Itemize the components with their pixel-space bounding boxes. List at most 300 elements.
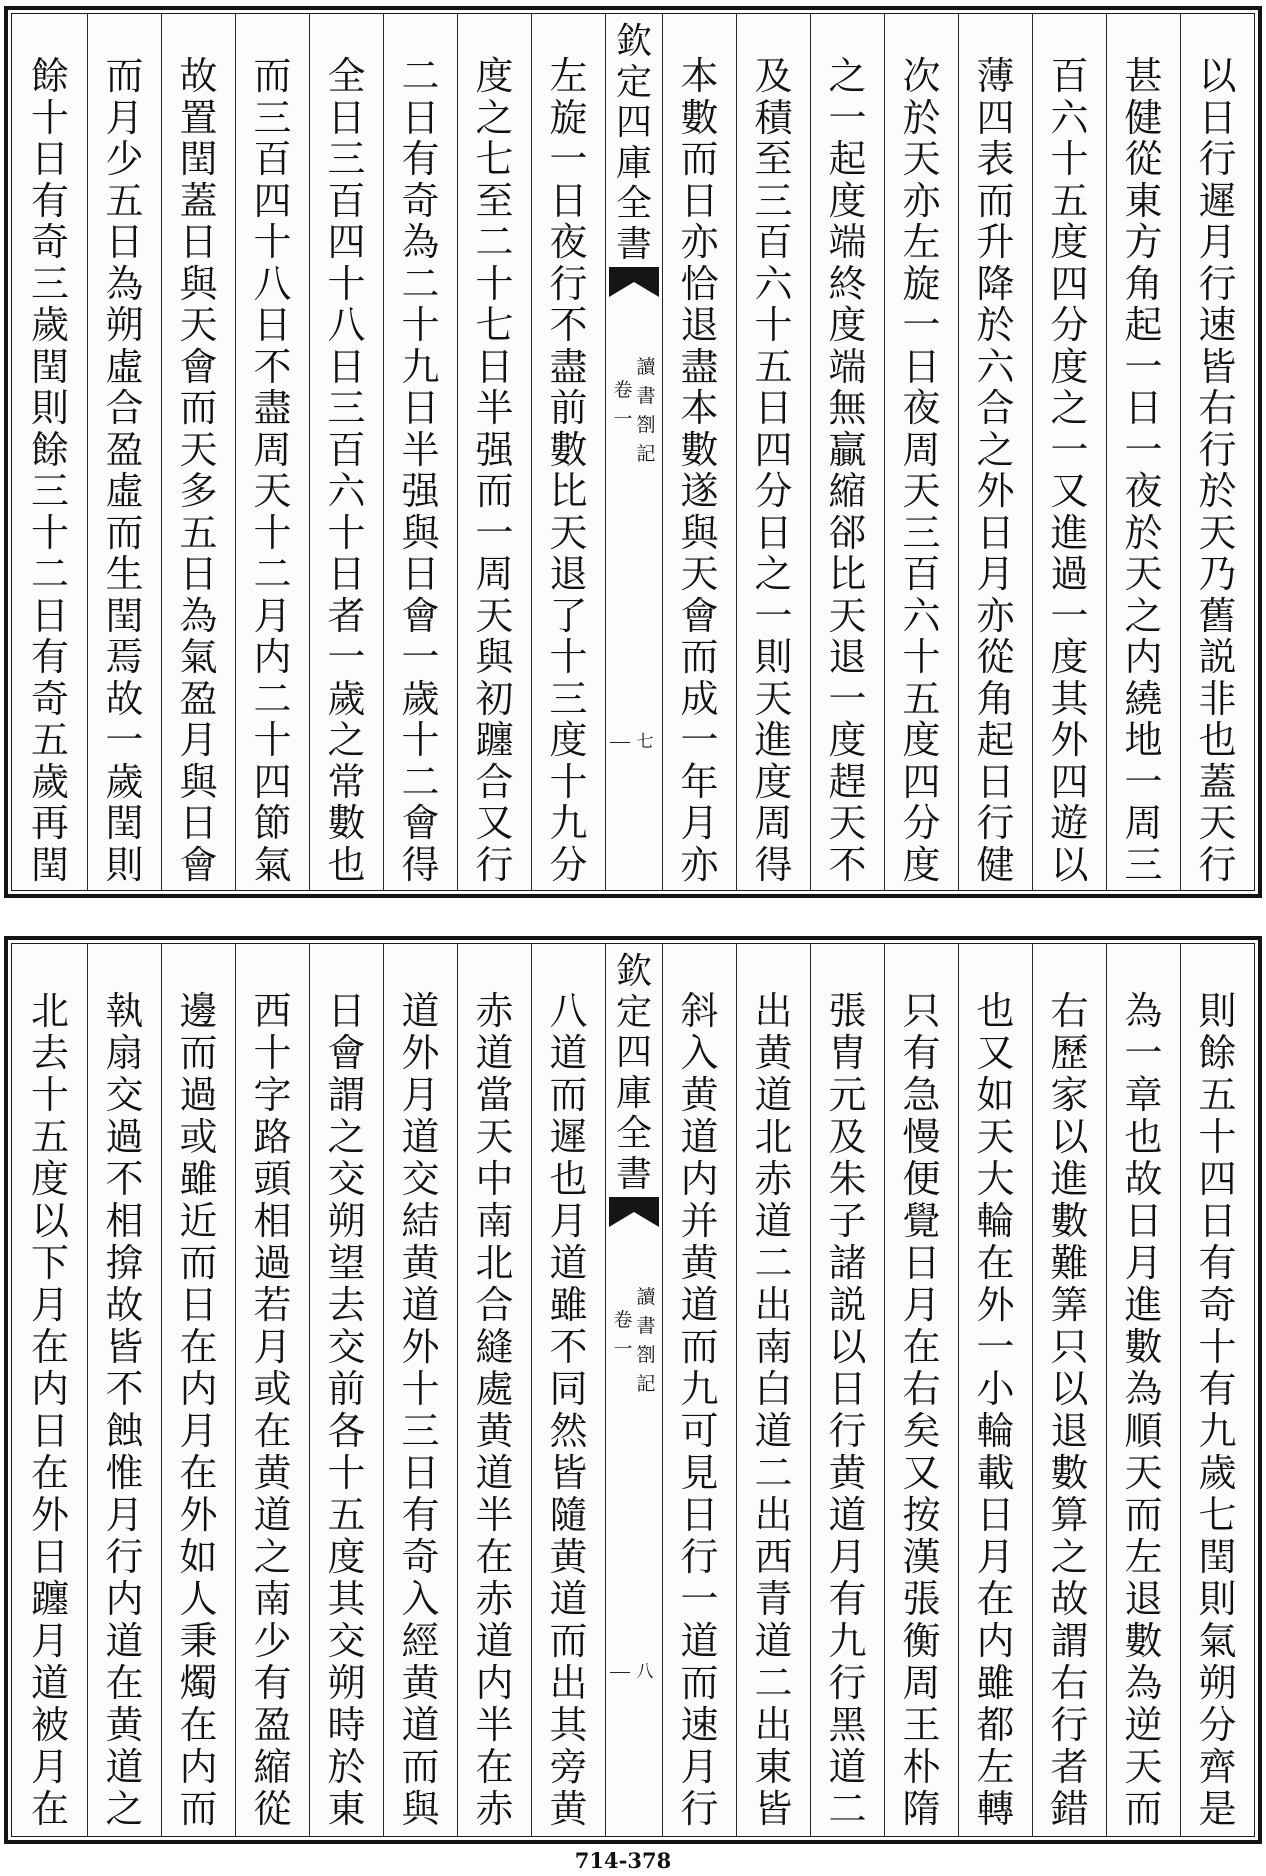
glyph: 天 — [902, 137, 941, 181]
glyph: 退 — [1050, 1409, 1089, 1453]
glyph: 而 — [680, 1325, 719, 1369]
text-column — [13, 14, 87, 890]
glyph: 右 — [902, 1367, 941, 1411]
glyph: 左 — [976, 1745, 1015, 1789]
glyph: 或 — [179, 1115, 218, 1159]
glyph: 道 — [105, 1619, 144, 1663]
glyph: 路 — [253, 1115, 292, 1159]
glyph: 旁 — [549, 1745, 588, 1789]
glyph: 之 — [327, 1115, 366, 1159]
glyph: 二 — [253, 676, 292, 721]
glyph: 從 — [253, 1787, 292, 1831]
glyph: 順 — [1124, 1409, 1163, 1453]
glyph: 日 — [401, 95, 440, 140]
glyph: 輪 — [976, 1199, 1015, 1243]
glyph: 隋 — [902, 1787, 941, 1831]
glyph: 積 — [754, 95, 793, 140]
glyph: 月 — [976, 552, 1015, 596]
glyph: 只 — [902, 989, 941, 1033]
glyph: 在 — [253, 1409, 292, 1453]
glyph: 衡 — [902, 1619, 941, 1663]
glyph: 外 — [179, 1493, 218, 1537]
glyph: 日 — [680, 1493, 719, 1537]
glyph: 歲 — [327, 676, 366, 721]
glyph: 奇 — [401, 178, 440, 223]
glyph: 皆 — [549, 1451, 588, 1495]
glyph: 在 — [475, 1535, 514, 1579]
glyph: 歷 — [1050, 1031, 1089, 1075]
glyph: 中 — [475, 1157, 514, 1201]
glyph: 斜 — [680, 989, 719, 1033]
glyph: 過 — [105, 1115, 144, 1159]
glyph: 劄 — [636, 1344, 656, 1366]
glyph: 在 — [902, 1325, 941, 1369]
glyph: 合 — [105, 386, 144, 430]
glyph: 分 — [549, 842, 588, 887]
glyph: 繞 — [1124, 676, 1163, 721]
glyph: 日 — [1124, 386, 1163, 430]
glyph: 周 — [253, 427, 292, 472]
glyph: 天 — [179, 427, 218, 472]
glyph: 百 — [902, 552, 941, 596]
glyph: 奇 — [1198, 1283, 1237, 1327]
glyph: 日 — [902, 344, 941, 389]
glyph: 是 — [1198, 1787, 1237, 1831]
glyph: 慢 — [902, 1115, 941, 1159]
glyph: 記 — [636, 443, 656, 465]
glyph: 月 — [680, 1745, 719, 1789]
glyph: 道 — [680, 1283, 719, 1327]
glyph: 皆 — [105, 1325, 144, 1369]
glyph: 亦 — [902, 178, 941, 223]
glyph: 數 — [1124, 1619, 1163, 1663]
glyph: 行 — [475, 842, 514, 887]
glyph: 四 — [902, 759, 941, 804]
glyph: 五 — [105, 178, 144, 223]
glyph: 也 — [549, 1157, 588, 1201]
glyph: 以 — [30, 1199, 69, 1243]
glyph: 端 — [828, 220, 867, 264]
glyph: 之 — [327, 718, 366, 762]
fishtail-mark-icon — [609, 267, 659, 297]
glyph: 周 — [475, 552, 514, 596]
glyph: 朔 — [1198, 1661, 1237, 1705]
glyph: 見 — [680, 1451, 719, 1495]
text-column — [958, 14, 1032, 890]
glyph: 終 — [828, 261, 867, 306]
glyph: 月 — [253, 1325, 292, 1369]
volume-label — [612, 376, 634, 434]
column-text — [737, 56, 810, 886]
glyph: 左 — [549, 54, 588, 98]
glyph: 而 — [253, 54, 292, 98]
glyph: 分 — [1198, 1703, 1237, 1747]
glyph: 近 — [179, 1199, 218, 1243]
glyph: 退 — [1124, 1577, 1163, 1621]
glyph: 五 — [902, 676, 941, 721]
glyph: 故 — [105, 1283, 144, 1327]
glyph: 一 — [680, 1577, 719, 1621]
glyph: 道 — [754, 1409, 793, 1453]
glyph: 月 — [105, 95, 144, 140]
column-text — [532, 990, 605, 1830]
glyph: 赤 — [475, 1577, 514, 1621]
glyph: 出 — [754, 1283, 793, 1327]
glyph: 郤 — [828, 510, 867, 555]
glyph: 朔 — [327, 1661, 366, 1705]
glyph: 讀 — [636, 356, 656, 378]
column-text — [1033, 56, 1106, 886]
glyph: 其 — [327, 1577, 366, 1621]
glyph: 不 — [549, 303, 588, 347]
glyph: 小 — [976, 1367, 1015, 1411]
glyph: 道 — [253, 1493, 292, 1537]
glyph: 十 — [327, 1451, 366, 1495]
glyph: 歲 — [105, 759, 144, 804]
column-text — [458, 990, 531, 1830]
glyph: 道 — [549, 1241, 588, 1285]
text-column — [1032, 944, 1106, 1836]
glyph: 日 — [30, 593, 69, 638]
glyph: 而 — [1124, 1493, 1163, 1537]
glyph: 而 — [1124, 1787, 1163, 1831]
column-text — [1107, 990, 1180, 1830]
glyph: 遲 — [1198, 178, 1237, 223]
glyph: 九 — [680, 1367, 719, 1411]
glyph: 天 — [253, 469, 292, 513]
text-column — [309, 944, 383, 1836]
glyph: 之 — [475, 95, 514, 140]
glyph: 道 — [680, 1115, 719, 1159]
glyph: 卷 — [613, 1309, 633, 1331]
glyph: 謂 — [327, 1073, 366, 1117]
glyph: 五 — [1198, 1073, 1237, 1117]
glyph: 得 — [754, 842, 793, 887]
glyph: 黄 — [105, 1703, 144, 1747]
glyph: 起 — [828, 137, 867, 181]
glyph: 張 — [902, 1577, 941, 1621]
glyph: 不 — [549, 1325, 588, 1369]
glyph: 有 — [828, 1577, 867, 1621]
glyph: 一 — [1050, 427, 1089, 472]
glyph: 黑 — [828, 1703, 867, 1747]
glyph: 進 — [754, 718, 793, 762]
glyph: 日 — [179, 801, 218, 845]
glyph: 九 — [828, 1619, 867, 1663]
glyph: 赤 — [475, 989, 514, 1033]
glyph: 及 — [754, 54, 793, 98]
glyph: 三 — [30, 261, 69, 306]
page-number-rule — [610, 1672, 630, 1673]
glyph: 亦 — [680, 842, 719, 887]
glyph: 十 — [1198, 1325, 1237, 1369]
glyph: 也 — [327, 842, 366, 887]
glyph: 方 — [1124, 220, 1163, 264]
glyph: 五 — [30, 718, 69, 762]
glyph: 道 — [401, 1283, 440, 1327]
glyph: 百 — [253, 137, 292, 181]
glyph: 交 — [327, 1619, 366, 1663]
glyph: 朱 — [828, 1157, 867, 1201]
glyph: 日 — [1198, 1199, 1237, 1243]
glyph: 劄 — [636, 414, 656, 436]
glyph: 外 — [401, 1325, 440, 1369]
glyph: 白 — [754, 1367, 793, 1411]
glyph: 月 — [1124, 1241, 1163, 1285]
glyph: 表 — [976, 137, 1015, 181]
page-frame — [11, 13, 1255, 891]
glyph: 諸 — [828, 1241, 867, 1285]
glyph: 十 — [549, 635, 588, 679]
glyph: 甚 — [1124, 54, 1163, 98]
glyph: 焉 — [105, 635, 144, 679]
glyph: 度 — [828, 718, 867, 762]
text-column — [662, 944, 736, 1836]
glyph: 月 — [179, 718, 218, 762]
glyph: 數 — [680, 427, 719, 472]
glyph: 之 — [105, 1787, 144, 1831]
glyph: 也 — [1198, 718, 1237, 762]
glyph: 交 — [327, 1325, 366, 1369]
glyph: 如 — [976, 1073, 1015, 1117]
glyph: 十 — [30, 1073, 69, 1117]
column-text — [236, 56, 309, 886]
glyph: 出 — [754, 1493, 793, 1537]
glyph: 黄 — [253, 1451, 292, 1495]
glyph: 并 — [680, 1199, 719, 1243]
glyph: 黄 — [401, 1661, 440, 1705]
glyph: 之 — [754, 552, 793, 596]
glyph: 同 — [549, 1367, 588, 1411]
text-column — [87, 14, 161, 890]
glyph: 十 — [1198, 1115, 1237, 1159]
text-column — [1106, 944, 1180, 1836]
glyph: 數 — [1050, 1199, 1089, 1243]
glyph: 黄 — [549, 1787, 588, 1831]
glyph: 内 — [30, 1367, 69, 1411]
glyph: 蝕 — [105, 1409, 144, 1453]
glyph: 黄 — [680, 1241, 719, 1285]
glyph: 五 — [30, 1115, 69, 1159]
glyph: 惟 — [105, 1451, 144, 1495]
glyph: 度 — [30, 1157, 69, 1201]
glyph: 二 — [475, 220, 514, 264]
glyph: 三 — [327, 137, 366, 181]
glyph: 矣 — [902, 1409, 941, 1453]
glyph: 而 — [401, 1745, 440, 1789]
glyph: 而 — [179, 1241, 218, 1285]
glyph: 歲 — [1198, 1451, 1237, 1495]
glyph: 有 — [1198, 1241, 1237, 1285]
glyph: 合 — [976, 386, 1015, 430]
glyph: 三 — [549, 676, 588, 721]
glyph: 與 — [401, 1787, 440, 1831]
glyph: 道 — [754, 1199, 793, 1243]
glyph: 去 — [327, 1283, 366, 1327]
glyph: 會 — [179, 344, 218, 389]
glyph: 氣 — [1198, 1619, 1237, 1663]
column-text — [1181, 56, 1254, 886]
glyph: 有 — [1198, 1367, 1237, 1411]
glyph: 生 — [105, 552, 144, 596]
glyph: 人 — [179, 1577, 218, 1621]
fishtail-mark-icon — [609, 1197, 659, 1227]
column-text — [1181, 990, 1254, 1830]
glyph: 則 — [1198, 1577, 1237, 1621]
glyph: 日 — [179, 1283, 218, 1327]
glyph: 數 — [1124, 1325, 1163, 1369]
glyph: 邊 — [179, 989, 218, 1033]
glyph: 被 — [30, 1703, 69, 1747]
glyph: 道 — [401, 1115, 440, 1159]
glyph: 虛 — [105, 344, 144, 389]
glyph: 奇 — [401, 1535, 440, 1579]
glyph: 日 — [30, 1535, 69, 1579]
glyph: 青 — [754, 1577, 793, 1621]
text-column — [1106, 14, 1180, 890]
glyph: 全 — [615, 183, 652, 224]
book-title — [635, 1283, 657, 1399]
glyph: 時 — [327, 1703, 366, 1747]
text-column — [662, 14, 736, 890]
glyph: 有 — [401, 137, 440, 181]
glyph: 蓋 — [1198, 759, 1237, 804]
glyph: 虛 — [105, 469, 144, 513]
glyph: 於 — [976, 303, 1015, 347]
glyph: 了 — [549, 593, 588, 638]
glyph: 左 — [902, 220, 941, 264]
text-column — [13, 944, 87, 1836]
glyph: 道 — [828, 1745, 867, 1789]
glyph: 都 — [976, 1703, 1015, 1747]
glyph: 旋 — [549, 95, 588, 140]
glyph: 故 — [179, 54, 218, 98]
glyph: 難 — [1050, 1241, 1089, 1285]
glyph: 十 — [30, 510, 69, 555]
glyph: 半 — [475, 386, 514, 430]
glyph: 四 — [1198, 1157, 1237, 1201]
glyph: 亦 — [680, 220, 719, 264]
glyph: 地 — [1124, 718, 1163, 762]
glyph: 十 — [401, 1367, 440, 1411]
glyph: 角 — [976, 676, 1015, 721]
glyph: 東 — [1124, 178, 1163, 223]
glyph: 氣 — [179, 635, 218, 679]
glyph: 天 — [1124, 1745, 1163, 1789]
glyph: 速 — [680, 1703, 719, 1747]
glyph: 漢 — [902, 1535, 941, 1579]
glyph: 亦 — [976, 593, 1015, 638]
glyph: 西 — [754, 1535, 793, 1579]
glyph: 日 — [30, 1409, 69, 1453]
glyph: 天 — [475, 1115, 514, 1159]
text-column — [235, 944, 309, 1836]
glyph: 於 — [1198, 469, 1237, 513]
glyph: 然 — [549, 1409, 588, 1453]
glyph: 天 — [828, 801, 867, 845]
glyph: 天 — [754, 676, 793, 721]
text-column — [457, 14, 531, 890]
glyph: 燭 — [179, 1661, 218, 1705]
glyph: 行 — [828, 1661, 867, 1705]
glyph: 外 — [976, 469, 1015, 513]
text-column — [958, 944, 1032, 1836]
glyph: 出 — [754, 989, 793, 1033]
text-column — [1032, 14, 1106, 890]
glyph: 四 — [327, 220, 366, 264]
glyph: 十 — [327, 510, 366, 555]
glyph: 度 — [828, 178, 867, 223]
glyph: 盈 — [105, 427, 144, 472]
glyph: 可 — [680, 1409, 719, 1453]
glyph: 一 — [1124, 344, 1163, 389]
glyph: 日 — [401, 386, 440, 430]
glyph: 交 — [401, 1157, 440, 1201]
glyph: 秉 — [179, 1619, 218, 1663]
glyph: 月 — [30, 1745, 69, 1789]
column-text — [885, 56, 958, 886]
glyph: 之 — [976, 427, 1015, 472]
column-text — [811, 990, 884, 1830]
glyph: 盡 — [680, 344, 719, 389]
glyph: 及 — [828, 1115, 867, 1159]
glyph: 退 — [828, 635, 867, 679]
glyph: 内 — [680, 1157, 719, 1201]
glyph: 如 — [179, 1535, 218, 1579]
glyph: 百 — [1050, 54, 1089, 98]
glyph: 也 — [1124, 1115, 1163, 1159]
glyph: 三 — [902, 510, 941, 555]
glyph: 十 — [253, 1031, 292, 1075]
glyph: 八 — [549, 989, 588, 1033]
glyph: 月 — [680, 801, 719, 845]
glyph: 不 — [105, 1367, 144, 1411]
glyph: 數 — [549, 427, 588, 472]
glyph: 庫 — [615, 1072, 652, 1114]
glyph: 黄 — [754, 1031, 793, 1075]
glyph: 南 — [754, 1325, 793, 1369]
glyph: 或 — [253, 1367, 292, 1411]
page-number-rule — [610, 742, 630, 743]
glyph: 於 — [902, 95, 941, 140]
column-text — [236, 990, 309, 1830]
glyph: 二 — [828, 1787, 867, 1831]
glyph: 頭 — [253, 1157, 292, 1201]
glyph: 在 — [105, 1661, 144, 1705]
glyph: 盡 — [549, 344, 588, 389]
glyph: 元 — [828, 1073, 867, 1117]
glyph: 閏 — [179, 137, 218, 181]
glyph: 度 — [1050, 344, 1089, 389]
glyph: 而 — [475, 469, 514, 513]
glyph: 天 — [680, 552, 719, 596]
glyph: 歲 — [30, 303, 69, 347]
glyph: 則 — [754, 635, 793, 679]
glyph: 周 — [754, 801, 793, 845]
glyph: 内 — [179, 1367, 218, 1411]
reprint-page-reference: 714-378 — [574, 1848, 672, 1873]
glyph: 張 — [828, 989, 867, 1033]
glyph: 二 — [754, 1661, 793, 1705]
glyph: 在 — [30, 1451, 69, 1495]
glyph: 有 — [30, 635, 69, 679]
glyph: 而 — [179, 1787, 218, 1831]
glyph: 盈 — [253, 1703, 292, 1747]
glyph: 會 — [179, 842, 218, 887]
glyph: 其 — [549, 1703, 588, 1747]
glyph: 去 — [30, 1031, 69, 1075]
glyph: 縮 — [828, 469, 867, 513]
